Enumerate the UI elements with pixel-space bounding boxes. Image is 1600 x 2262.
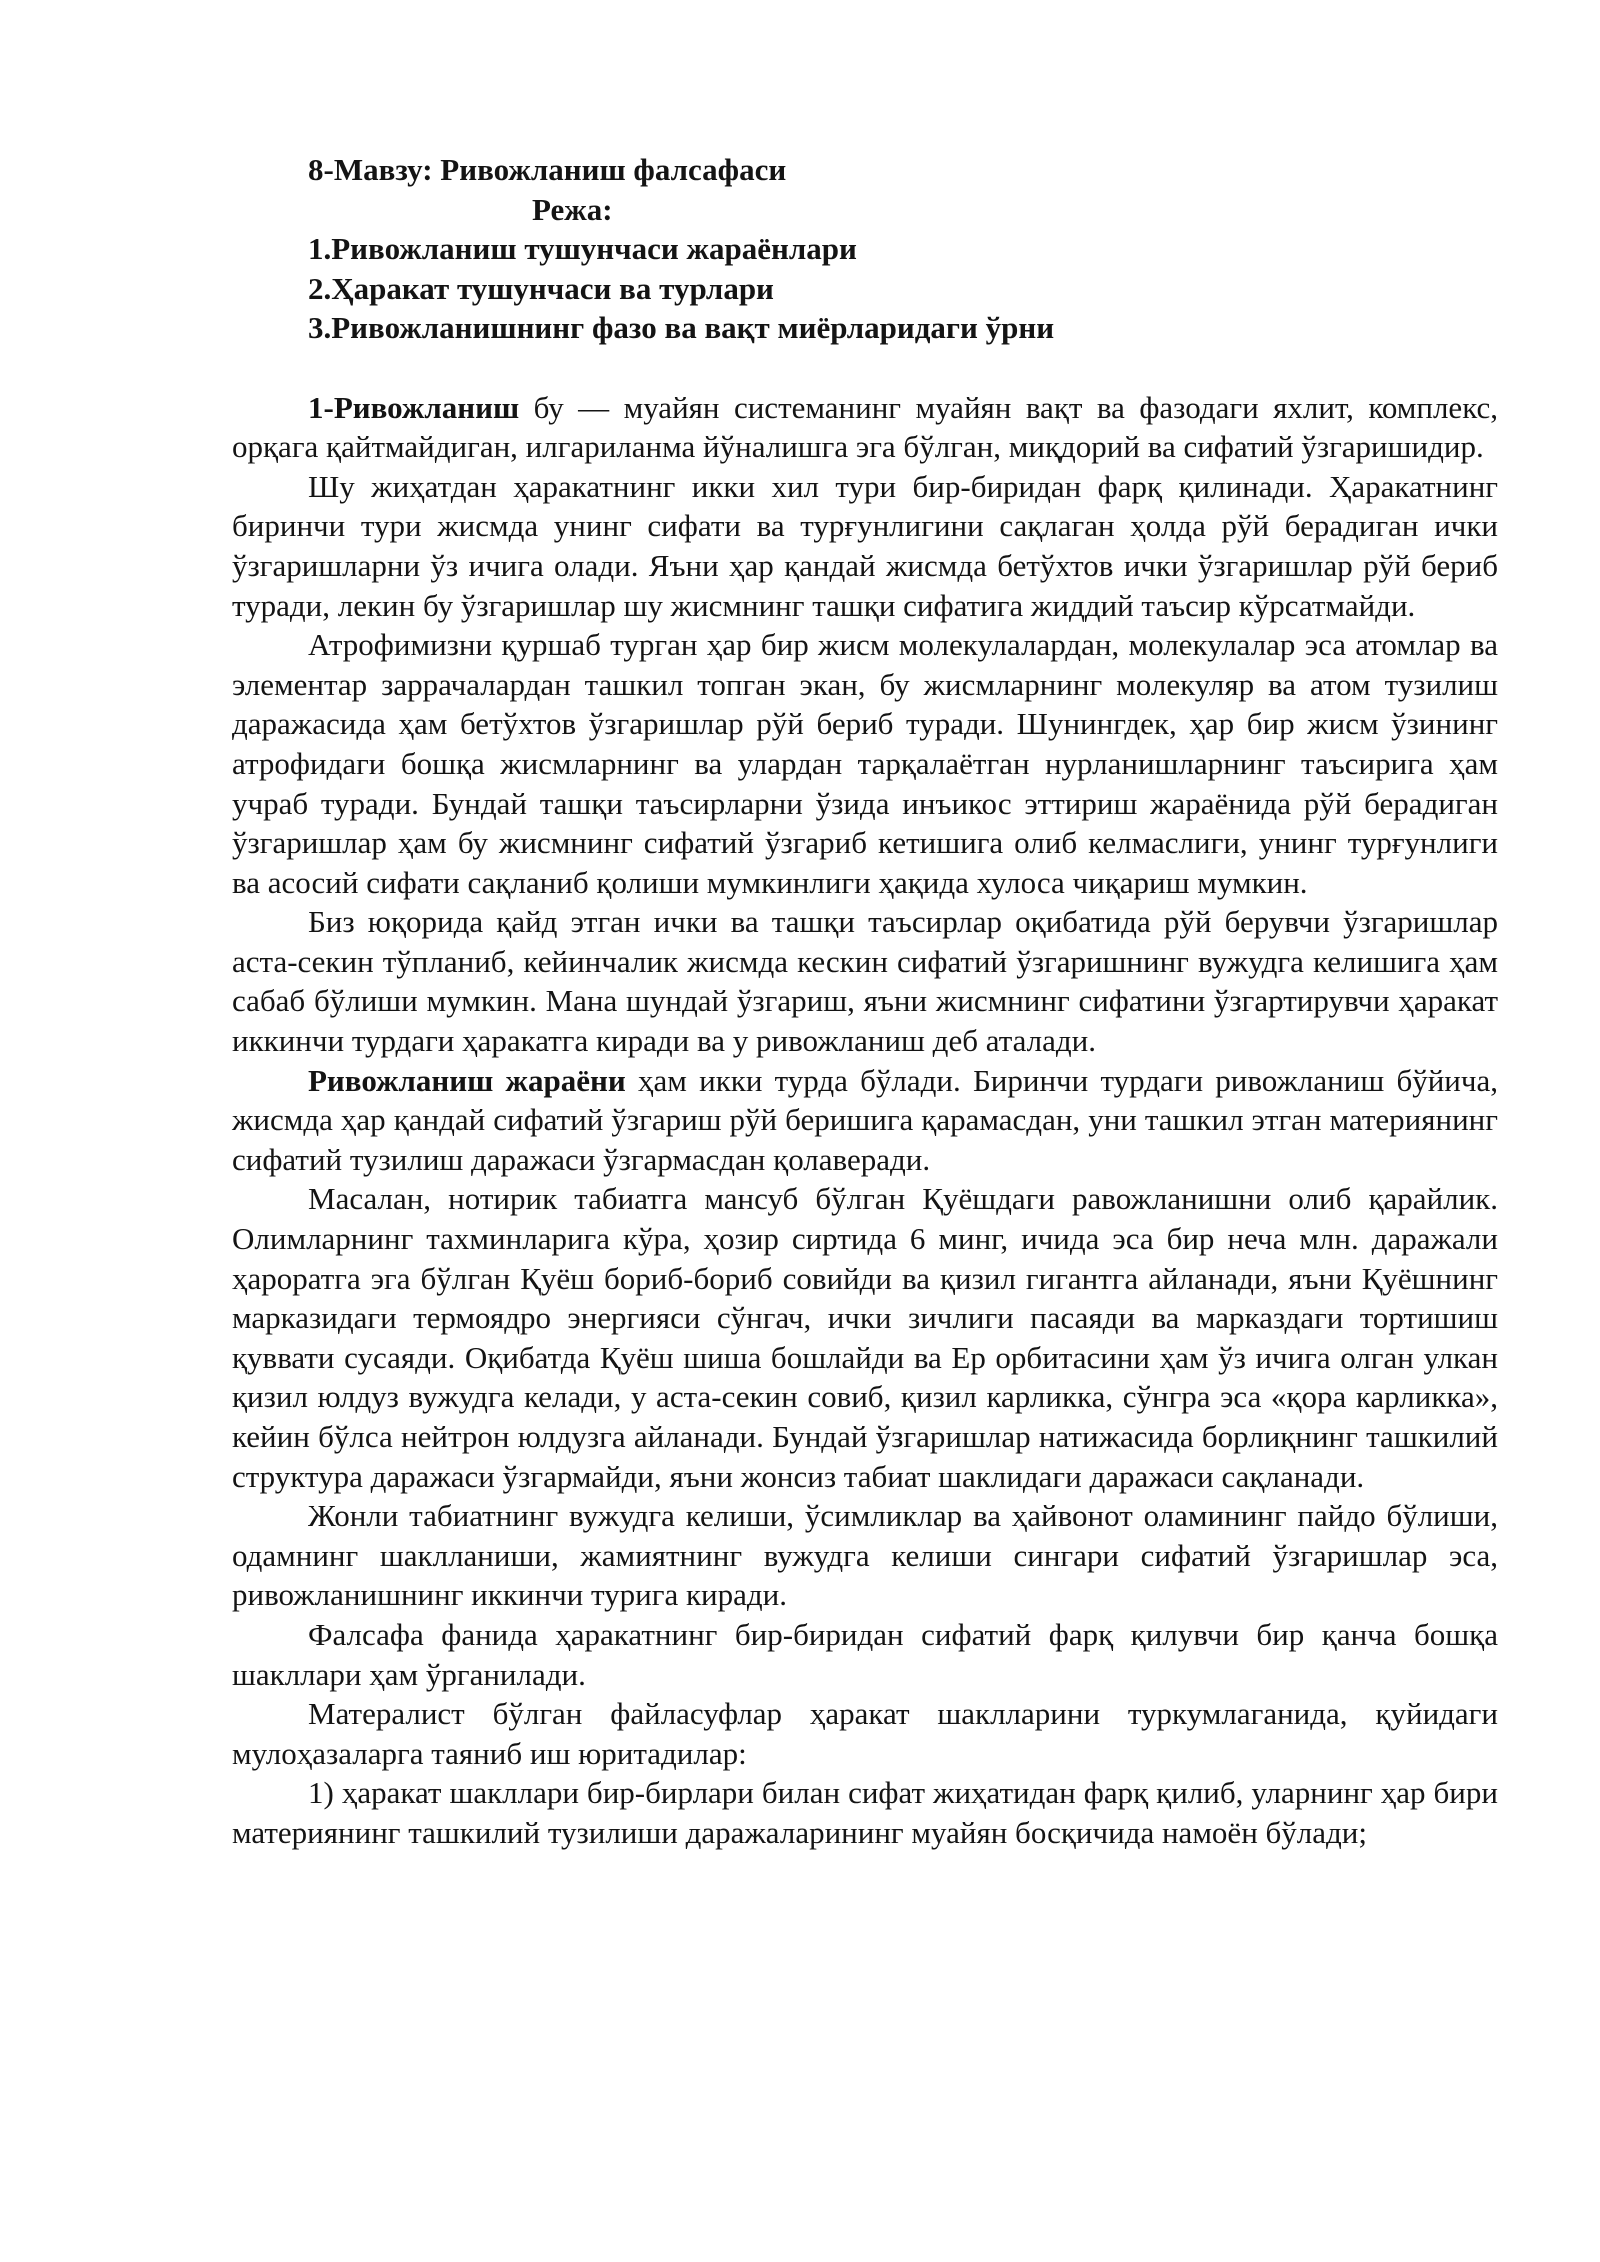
paragraph-6: Масалан, нотирик табиатга мансуб бўлган Қуёшдаги равожланишни олиб қарайлик. Олимларнинг тахминларига кўра, ҳозир сиртида 6 минг, ичида эса бир неча млн. даражали ҳароратга эга бўлган Қуёш бориб-бориб совийди ва қизил гигантга айланади, яъни Қуёшнинг марказидаги термоядро энергияси сўнгач, ички зичлиги пасаяди ва марказдаги тортишиш қуввати сусаяди. Оқибатда Қуёш шиша бошлайди ва Ер орбитасини ҳам ўз ичига олган улкан қизил юлдуз вужудга келади, у аста-секин совиб, қизил карликка, сўнгра эса «қора карликка», кейин бўлса нейтрон юлдузга айланади. Бундай ўзгаришлар натижасида борлиқнинг ташкилий структура даражаси ўзгармайди, яъни жонсиз табиат шаклидаги даражаси сақланади. xyxy=(232,1181,1498,1494)
paragraph-1 xyxy=(232,388,1498,467)
paragraph-2: Шу жиҳатдан ҳаракатнинг икки хил тури бир-биридан фарқ қилинади. Ҳаракатнинг биринчи тури жисмда унинг сифати ва турғунлигини сақлаган ҳолда рўй берадиган ички ўзгаришларни ўз ичига олади. Яъни ҳар қандай жисмда бетўхтов ички ўзгаришлар рўй бериб туради, лекин бу ўзгаришлар шу жисмнинг ташқи сифатига жиддий таъсир кўрсатмайди. xyxy=(232,468,1498,623)
paragraph-5 xyxy=(232,1061,1498,1180)
plan-label: Режа: xyxy=(532,191,613,227)
topic-title: 8-Мавзу: Ривожланиш фалсафаси xyxy=(308,152,787,187)
paragraph-5-lead: Ривожланиш жараёни xyxy=(308,1062,626,1098)
plan-item-1: 1.Ривожланиш тушунчаси жараёнлари xyxy=(308,231,857,267)
paragraph-10: 1) ҳаракат шакллари бир-бирлари билан сифат жиҳатидан фарқ қилиб, уларнинг ҳар бири материянинг ташкилий тузилиши даражаларининг муайян босқичида намоён бўлади; xyxy=(232,1775,1498,1850)
paragraph-1-lead: 1-Ривожланиш xyxy=(308,389,520,425)
document-page xyxy=(232,150,1498,1853)
paragraph-7: Жонли табиатнинг вужудга келиши, ўсимликлар ва ҳайвонот оламининг пайдо бўлиши, одамнинг шаклланиши, жамиятнинг вужудга келиши сингари сифатий ўзгаришлар эса, ривожланишнинг иккинчи турига киради. xyxy=(232,1498,1498,1613)
plan-item-3: 3.Ривожланишнинг фазо ва вақт миёрларидаги ўрни xyxy=(308,310,1055,346)
paragraph-3: Атрофимизни қуршаб турган ҳар бир жисм молекулалардан, молекулалар эса атомлар ва элементар заррачалардан ташкил топган экан, бу жисмларнинг молекуляр ва атом тузилиш даражасида ҳам бетўхтов ўзгаришлар рўй бериб туради. Шунингдек, ҳар бир жисм ўзининг атрофидаги бошқа жисмларнинг ва улардан тарқалаётган нурланишларнинг таъсирига ҳам учраб туради. Бундай ташқи таъсирларни ўзида инъикос эттириш жараёнида рўй берадиган ўзгаришлар ҳам бу жисмнинг сифатий ўзгариб кетишига олиб келмаслиги, унинг турғунлиги ва асосий сифати сақланиб қолиши мумкинлиги ҳақида хулоса чиқариш мумкин. xyxy=(232,627,1498,900)
paragraph-8: Фалсафа фанида ҳаракатнинг бир-биридан сифатий фарқ қилувчи бир қанча бошқа шакллари ҳам ўрганилади. xyxy=(232,1616,1498,1692)
paragraph-1-text: бу — муайян системанинг муайян вақт ва фазодаги яхлит, комплекс, орқага қайтмайдиган, илгариланма йўналишга эга бўлган, миқдорий ва сифатий ўзгаришидир. xyxy=(232,389,1498,465)
paragraph-9: Матералист бўлган файласуфлар ҳаракат шаклларини туркумлаганида, қуйидаги мулоҳазаларга таяниб иш юритадилар: xyxy=(232,1696,1498,1771)
paragraph-4: Биз юқорида қайд этган ички ва ташқи таъсирлар оқибатида рўй берувчи ўзгаришлар аста-секин тўпланиб, кейинчалик жисмда кескин сифатий ўзгаришнинг вужудга келишига ҳам сабаб бўлиши мумкин. Мана шундай ўзгариш, яъни жисмнинг сифатини ўзгартирувчи ҳаракат иккинчи турдаги ҳаракатга киради ва у ривожланиш деб аталади. xyxy=(232,904,1498,1059)
blank-line xyxy=(232,348,1498,388)
plan-item-2: 2.Ҳаракат тушунчаси ва турлари xyxy=(308,270,774,306)
paragraph-5-text: ҳам икки турда бўлади. Биринчи турдаги ривожланиш бўйича, жисмда ҳар қандай сифатий ўзгариш рўй беришига қарамасдан, уни ташкил этган материянинг сифатий тузилиш даражаси ўзгармасдан қолаверади. xyxy=(232,1062,1498,1177)
